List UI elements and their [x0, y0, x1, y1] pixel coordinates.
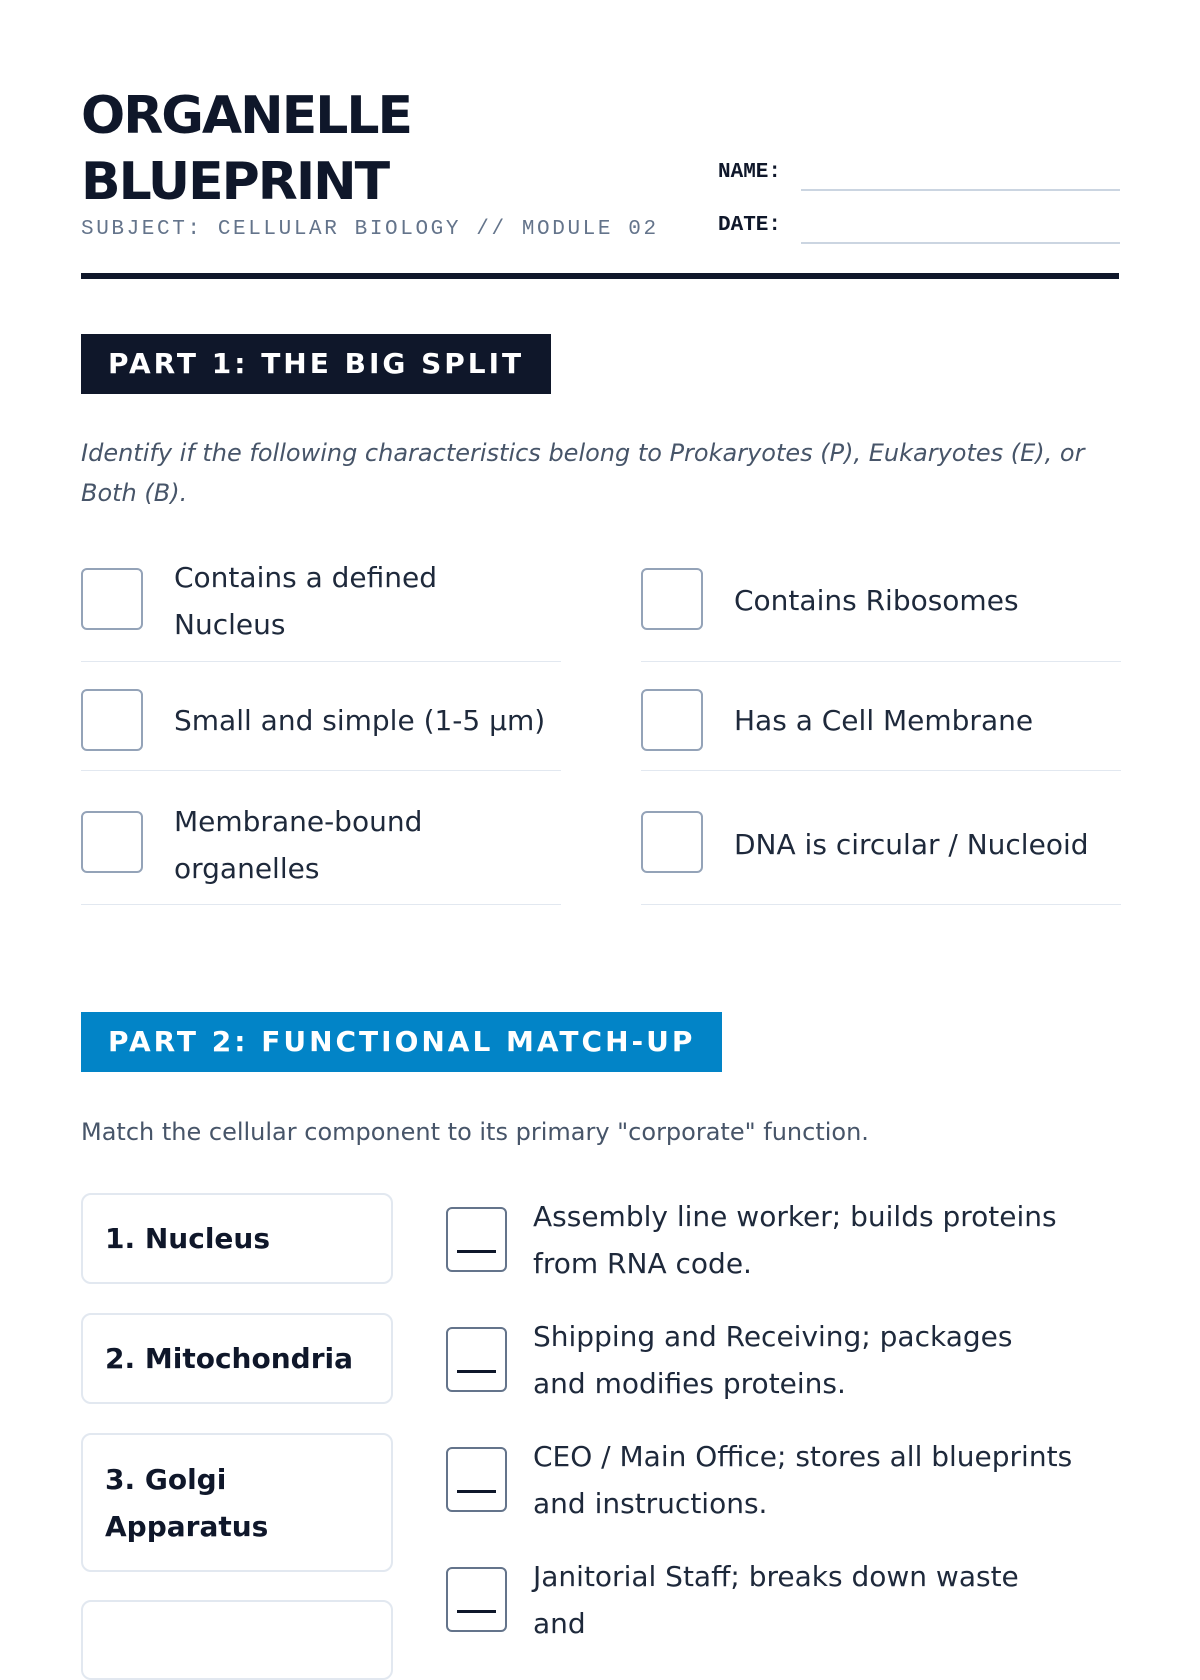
definition-text: Assembly line worker; builds proteins from RNA code. [533, 1200, 1057, 1280]
header-divider [81, 273, 1119, 279]
name-input-line[interactable] [801, 189, 1120, 191]
definition-text: Shipping and Receiving; packages and modifies proteins. [533, 1320, 1013, 1400]
match-answer-box[interactable] [446, 1327, 507, 1392]
characteristic-text: Has a Cell Membrane [734, 704, 1034, 737]
part2-instructions: Match the cellular component to its primary "corporate" function. [81, 1118, 869, 1146]
characteristic-item [81, 662, 561, 771]
term-label: 2. Mitochondria [105, 1342, 353, 1375]
characteristic-text: Small and simple (1-5 μm) [174, 704, 546, 737]
date-input-line[interactable] [801, 242, 1120, 244]
date-field [718, 210, 1120, 250]
characteristic-text: DNA is circular / Nucleoid [734, 828, 1089, 861]
part2-heading: PART 2: FUNCTIONAL MATCH-UP [81, 1012, 722, 1072]
characteristic-item [81, 771, 561, 905]
characteristic-text: Contains a defined Nucleus [174, 561, 438, 641]
term-card-golgi-apparatus [81, 1433, 393, 1572]
term-label: 1. Nucleus [105, 1222, 271, 1255]
term-card-mitochondria [81, 1313, 393, 1404]
name-label: NAME: [718, 161, 782, 184]
answer-checkbox[interactable] [641, 689, 703, 751]
match-answer-box[interactable] [446, 1207, 507, 1272]
worksheet-header [81, 0, 1119, 282]
answer-blank [457, 1610, 496, 1613]
term-label: 3. Golgi Apparatus [105, 1462, 269, 1543]
subject-line: SUBJECT: CELLULAR BIOLOGY // MODULE 02 [81, 218, 659, 241]
answer-checkbox[interactable] [641, 568, 703, 630]
definition-text: CEO / Main Office; stores all blueprints and instructions. [533, 1440, 1073, 1520]
characteristic-item [641, 662, 1121, 771]
answer-checkbox[interactable] [81, 689, 143, 751]
worksheet-title-line-1: ORGANELLE [81, 86, 412, 146]
answer-checkbox[interactable] [81, 811, 143, 873]
part1-heading: PART 1: THE BIG SPLIT [81, 334, 551, 394]
characteristic-item [641, 771, 1121, 905]
answer-blank [457, 1250, 496, 1253]
match-answer-box[interactable] [446, 1447, 507, 1512]
date-label: DATE: [718, 214, 782, 237]
characteristic-item [641, 544, 1121, 662]
answer-blank [457, 1370, 496, 1373]
characteristic-item [81, 544, 561, 662]
part1-instructions: Identify if the following characteristics belong to Prokaryotes (P), Eukaryotes (E), or Both (B). [81, 439, 1085, 507]
answer-blank [457, 1490, 496, 1493]
answer-checkbox[interactable] [81, 568, 143, 630]
definition-text: Janitorial Staff; breaks down waste and [533, 1560, 1019, 1640]
term-card-next [81, 1600, 393, 1680]
worksheet-title-line-2: BLUEPRINT [81, 152, 389, 212]
term-card-nucleus [81, 1193, 393, 1284]
name-field [718, 157, 1120, 197]
answer-checkbox[interactable] [641, 811, 703, 873]
characteristic-text: Membrane-bound organelles [174, 805, 423, 885]
characteristic-text: Contains Ribosomes [734, 584, 1019, 617]
